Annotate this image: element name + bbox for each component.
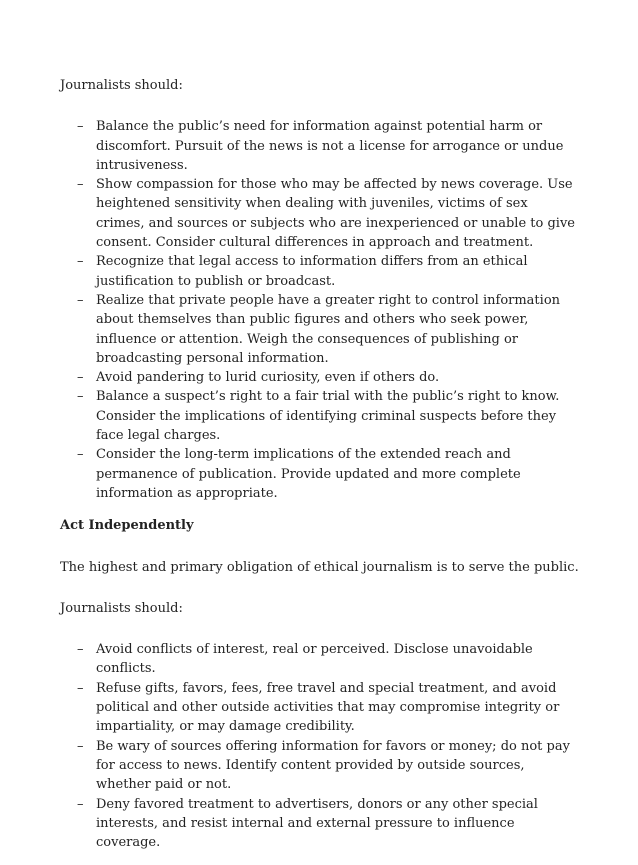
dash-bullet: – [77,447,84,463]
list-item-text: Consider the long-term implications of the extended reach and permanence of publication. Provide updated and more complete information as appropriate. [96,447,521,501]
list-item [60,795,580,853]
dash-bullet: – [77,680,84,696]
list-item [60,291,580,368]
intro-text: Journalists should: [60,600,183,616]
dash-bullet: – [77,796,84,812]
list-item [60,445,580,503]
dash-bullet: – [77,642,84,658]
list-item [60,640,580,679]
intro-text: Journalists should: [60,78,183,93]
dash-bullet: – [77,254,84,270]
dash-bullet: – [77,177,84,193]
dash-bullet: – [77,389,84,405]
list-item-text: Balance the public’s need for information against potential harm or discomfort. Pursuit of the news is not a license for arrogance or undue intrusiveness. [96,119,564,173]
list-item-text: Recognize that legal access to information differs from an ethical justification to publish or broadcast. [96,254,528,289]
dash-bullet: – [77,738,84,754]
list-item-text: Avoid conflicts of interest, real or perceived. Disclose unavoidable conflicts. [96,642,533,677]
dash-bullet: – [77,292,84,308]
document-page [60,76,580,865]
list-item [60,175,580,252]
section-statement: The highest and primary obligation of ethical journalism is to serve the public. [60,559,579,575]
list-item [60,679,580,737]
list-item-text: Avoid pandering to lurid curiosity, even if others do. [96,370,440,386]
list-item-text: Be wary of sources offering information for favors or money; do not pay for access to news. Identify content provided by outside sources, whether paid or not. [96,738,570,793]
guideline-list-minimize-harm [60,117,580,503]
dash-bullet: – [77,119,84,135]
list-item-text: Show compassion for those who may be affected by news coverage. Use heightened sensitivity when dealing with juveniles, victims of sex crimes, and sources or subjects who are inexperienced or unable to give consent. Consider cultural differences in approach and treatment. [96,177,575,251]
list-item [60,387,580,445]
list-item-text: Deny favored treatment to advertisers, donors or any other special interests, and resist internal and external pressure to influence coverage. [96,796,538,851]
list-item [60,368,580,387]
list-item-text: Realize that private people have a greater right to control information about themselves than public figures and others who seek power, influence or attention. Weigh the consequences of publishing or broadcasting personal information. [96,292,561,366]
section-heading: Act Independently [60,518,194,534]
list-item-text: Balance a suspect’s right to a fair trial with the public’s right to know. Consider the implications of identifying criminal suspects before they face legal charges. [96,389,560,444]
list-item [60,737,580,795]
list-item [60,117,580,175]
list-item [60,252,580,291]
guideline-list-act-independently [60,640,580,852]
dash-bullet: – [77,370,84,386]
list-item-text: Refuse gifts, favors, fees, free travel and special treatment, and avoid political and other outside activities that may compromise integrity or impartiality, or may damage credibility. [96,680,560,735]
